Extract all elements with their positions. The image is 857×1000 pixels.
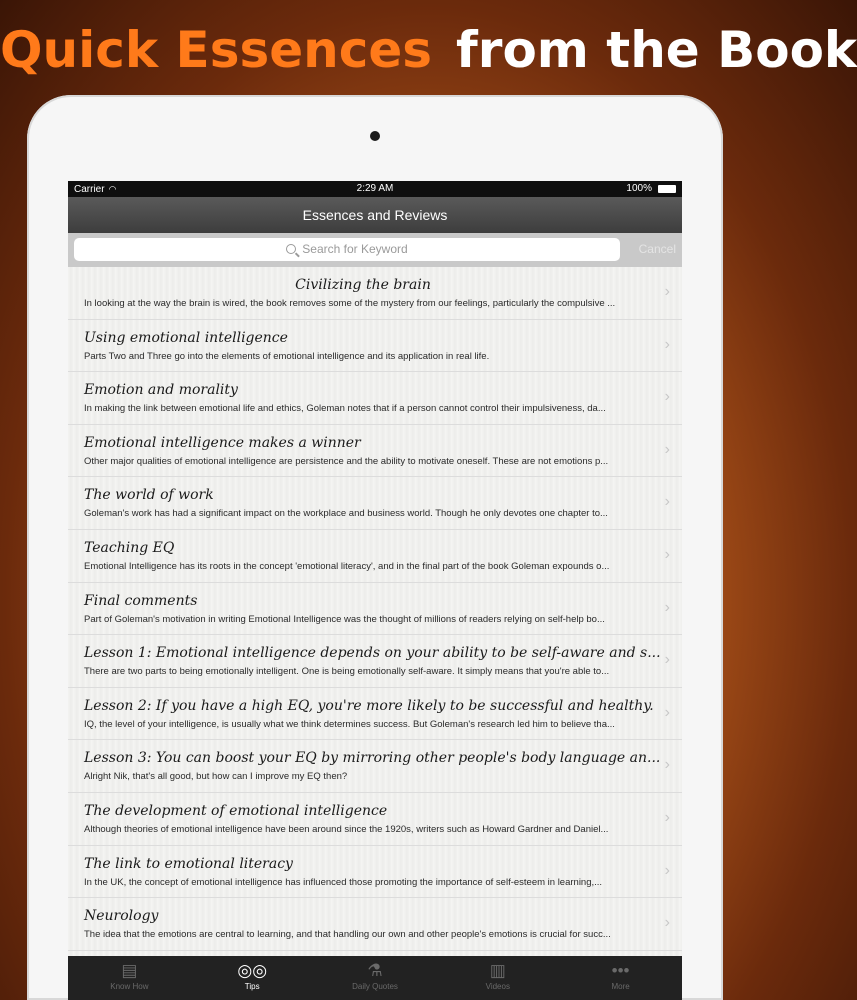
chevron-right-icon: › bbox=[664, 388, 670, 406]
list-item-desc: Goleman's work has had a significant impact on the workplace and business world. Though he only devotes one chapter to... bbox=[84, 508, 608, 520]
tab-videos[interactable] bbox=[436, 956, 559, 1000]
list-item-title: Teaching EQ bbox=[84, 539, 175, 556]
list-item-desc: Alright Nik, that's all good, but how can I improve my EQ then? bbox=[84, 771, 348, 783]
list-item-desc: Although theories of emotional intelligence have been around since the 1920s, writers such as Howard Gardner and Daniel... bbox=[84, 823, 609, 835]
chevron-right-icon: › bbox=[664, 808, 670, 826]
search-bar bbox=[68, 233, 682, 267]
search-placeholder: Search for Keyword bbox=[302, 242, 408, 256]
battery-icon bbox=[658, 185, 676, 193]
chevron-right-icon: › bbox=[664, 703, 670, 721]
chevron-right-icon: › bbox=[664, 651, 670, 669]
list-item[interactable] bbox=[68, 477, 682, 530]
list-item[interactable] bbox=[68, 793, 682, 846]
list-item-desc: The idea that the emotions are central to learning, and that handling our own and other people's emotions is crucial for succ... bbox=[84, 929, 611, 941]
chevron-right-icon: › bbox=[664, 335, 670, 353]
list-item[interactable] bbox=[68, 320, 682, 373]
tab-label: Videos bbox=[485, 982, 510, 991]
list-item-title: The world of work bbox=[84, 487, 214, 504]
list-item[interactable] bbox=[68, 425, 682, 478]
headline-orange: Quick Essences bbox=[0, 21, 433, 79]
flask-icon: ⚗ bbox=[367, 961, 383, 980]
list-item-title: Civilizing the brain bbox=[295, 277, 431, 293]
list-item-desc: Parts Two and Three go into the elements of emotional intelligence and its application in real life. bbox=[84, 350, 490, 362]
clock: 2:29 AM bbox=[356, 183, 394, 194]
chevron-right-icon: › bbox=[664, 545, 670, 563]
cancel-button[interactable]: Cancel bbox=[638, 242, 676, 256]
battery-percent: 100% bbox=[626, 183, 652, 194]
list-item-title: Lesson 1: Emotional intelligence depends on your ability to be self-aware and s... bbox=[84, 645, 661, 662]
list-item-desc: Part of Goleman's motivation in writing Emotional Intelligence was the thought of millions of readers relying on self-help bo... bbox=[84, 613, 605, 625]
nav-title: Essences and Reviews bbox=[68, 197, 682, 233]
film-icon: ▥ bbox=[489, 961, 506, 980]
tab-tips[interactable] bbox=[191, 956, 314, 1000]
list-item[interactable] bbox=[68, 530, 682, 583]
list-item[interactable] bbox=[68, 372, 682, 425]
list-item-title: Emotion and morality bbox=[84, 382, 238, 399]
list-item[interactable] bbox=[68, 898, 682, 951]
wifi-icon: ◠ bbox=[108, 184, 117, 194]
carrier-label: Carrier ◠ bbox=[74, 181, 116, 198]
list-item-title: Lesson 2: If you have a high EQ, you're more likely to be successful and healthy. bbox=[84, 697, 654, 714]
list-item-title: Using emotional intelligence bbox=[84, 329, 288, 346]
chevron-right-icon: › bbox=[664, 861, 670, 879]
list-item-title: Final comments bbox=[84, 592, 198, 609]
chevron-right-icon: › bbox=[664, 440, 670, 458]
book-icon: ▤ bbox=[121, 961, 138, 980]
tab-know-how[interactable] bbox=[68, 956, 191, 1000]
list-item[interactable] bbox=[68, 846, 682, 899]
list-item-title: Lesson 3: You can boost your EQ by mirroring other people's body language an... bbox=[84, 750, 661, 767]
list-item-title: The link to emotional literacy bbox=[84, 855, 293, 872]
list-item-desc: There are two parts to being emotionally intelligent. One is being emotionally self-aware. It simply means that you're able to... bbox=[84, 666, 610, 678]
list-item[interactable] bbox=[68, 267, 682, 320]
tab-label: Know How bbox=[110, 982, 149, 991]
list-item-title: The development of emotional intelligence bbox=[84, 802, 388, 819]
list-item-desc: IQ, the level of your intelligence, is usually what we think determines success. But Goleman's research led him to believe tha... bbox=[84, 718, 615, 730]
chevron-right-icon: › bbox=[664, 283, 670, 300]
list-item[interactable] bbox=[68, 740, 682, 793]
list-item-title: Emotional intelligence makes a winner bbox=[84, 434, 361, 451]
tab-daily-quotes[interactable] bbox=[314, 956, 437, 1000]
chevron-right-icon: › bbox=[664, 493, 670, 511]
app-screen bbox=[68, 181, 682, 1000]
list-item-desc: In making the link between emotional life and ethics, Goleman notes that if a person cannot control their impulsiveness, da... bbox=[84, 403, 606, 415]
ipad-frame bbox=[27, 95, 723, 1000]
chevron-right-icon: › bbox=[664, 756, 670, 774]
camera-icon bbox=[370, 131, 380, 141]
list-item-desc: In looking at the way the brain is wired, the book removes some of the mystery from our feelings, particularly the compulsive ... bbox=[84, 298, 616, 309]
chevron-right-icon: › bbox=[664, 598, 670, 616]
list-item-desc: In the UK, the concept of emotional intelligence has influenced those promoting the importance of self-esteem in learning,... bbox=[84, 876, 603, 888]
binoculars-icon: ◎◎ bbox=[237, 961, 268, 980]
list-item-desc: Other major qualities of emotional intelligence are persistence and the ability to motivate oneself. These are not emotions p... bbox=[84, 455, 609, 467]
list-item[interactable] bbox=[68, 635, 682, 688]
tab-label: More bbox=[611, 982, 630, 991]
promo-headline bbox=[0, 18, 857, 88]
tab-more[interactable] bbox=[559, 956, 682, 1000]
more-icon: ••• bbox=[611, 961, 630, 980]
list-item[interactable] bbox=[68, 688, 682, 741]
list-item-title: Neurology bbox=[84, 908, 159, 925]
essence-list bbox=[68, 267, 682, 956]
list-item[interactable] bbox=[68, 583, 682, 636]
tab-label: Daily Quotes bbox=[352, 982, 398, 991]
chevron-right-icon: › bbox=[664, 914, 670, 932]
search-input[interactable] bbox=[74, 238, 620, 261]
headline-white: from the Book bbox=[456, 21, 857, 79]
tab-label: Tips bbox=[244, 982, 260, 991]
list-item-desc: Emotional Intelligence has its roots in the concept 'emotional literacy', and in the final part of the book Goleman expounds o... bbox=[84, 560, 610, 572]
tab-bar bbox=[68, 956, 682, 1000]
search-icon bbox=[286, 244, 296, 254]
status-bar bbox=[68, 181, 682, 197]
